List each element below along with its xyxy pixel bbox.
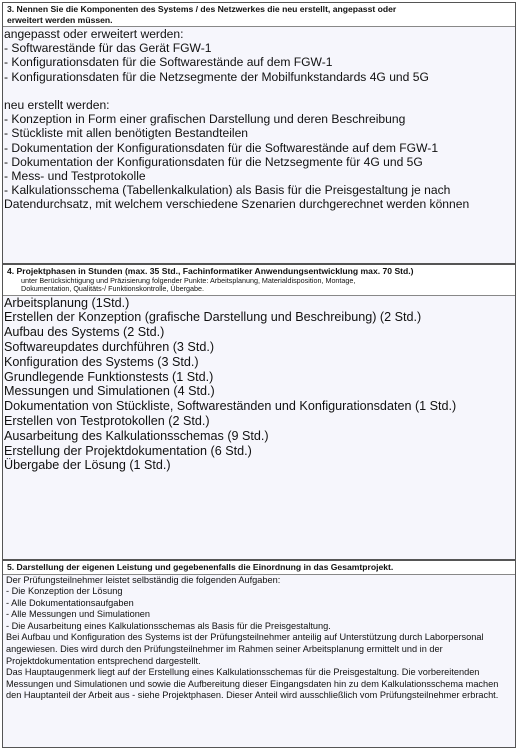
phase-item: Arbeitsplanung (1Std.): [4, 295, 130, 310]
section-3-heading: 3. Nennen Sie die Komponenten des Systems / des Netzwerkes die neu erstellt, angepasst oder erweitert werden müssen.: [3, 3, 515, 27]
section-4-title: 4. Projektphasen in Stunden (max. 35 Std., Fachinformatiker Anwendungsentwicklung max. 70 Std.): [7, 266, 414, 276]
phase-item: Dokumentation von Stückliste, Softwareständen und Konfigurationsdaten (1 Std.): [4, 399, 457, 414]
section-4-subtitle: unter Berücksichtigung und Präzisierung folgender Punkte: Arbeitsplanung, Materialdisposition, Montage, Dokumentation, Qualitäts-/ Funktionskontrolle, Übergabe.: [21, 275, 356, 294]
phase-item: Messungen und Simulationen (4 Std.): [4, 384, 215, 399]
section-3: [2, 2, 516, 264]
section-5-heading: 5. Darstellung der eigenen Leistung und gegebenenfalls die Einordnung in das Gesamtprojekt.: [3, 561, 515, 575]
phase-item: Softwareupdates durchführen (3 Std.): [4, 340, 215, 355]
section-4-heading: [3, 265, 515, 296]
section-4: [2, 264, 516, 560]
phase-item: Erstellung der Projektdokumentation (6 Std.): [4, 443, 252, 458]
section-5-body[interactable]: Der Prüfungsteilnehmer leistet selbständig die folgenden Aufgaben: - Die Konzeption der Lösung - Alle Dokumentationsaufgaben - Alle Messungen und Simulationen - Die Ausarbeitung eines Kalkulationsschemas als Basis für die Preisgestaltung. Bei Aufbau und Konfiguration des Systems ist der Prüfungsteilnehmer anteilig auf Unterstützung durch Laborpersonal angewiesen. Dies wird durch den Prüfungsteilnehmer im Rahmen seiner Arbeitsplanung ermittelt und in der Projektdokumentation entsprechend dargestellt. Das Hauptaugenmerk liegt auf der Erstellung eines Kalkulationsschemas für die Preisgestaltung. Die vorbereitenden Messungen und Simulationen und sowie die Aufbereitung dieser Eingangsdaten hin zu dem Kalkulationsschema machen den Hauptanteil der Arbeit aus - siehe Projektphasen. Dieser Anteil wird ausschließlich vom Prüfungsteilnehmer erbracht.: [6, 574, 499, 701]
phase-item: Grundlegende Funktionstests (1 Std.): [4, 369, 214, 384]
phase-list[interactable]: [3, 296, 515, 474]
section-3-body[interactable]: angepasst oder erweitert werden: - Softwarestände für das Gerät FGW-1 - Konfigurationsdaten für die Softwarestände auf dem FGW-1 - Konfigurationsdaten für die Netzsegmente der Mobilfunkstandards 4G und 5G neu erstellt werden: - Konzeption in Form einer grafischen Darstellung und deren Beschreibung - Stückliste mit allen benötigten Bestandteilen - Dokumentation der Konfigurationsdaten für die Softwarestände auf dem FGW-1 - Dokumentation der Konfigurationsdaten für die Netzsegmente für 4G und 5G - Mess- und Testprotokolle - Kalkulationsschema (Tabellenkalkulation) als Basis für die Preisgestaltung je nach Datendurchsatz, mit welchem verschiedene Szenarien durchgerechnet werden können: [4, 27, 470, 212]
phase-item: Konfiguration des Systems (3 Std.): [4, 354, 199, 369]
phase-item: Übergabe der Lösung (1 Std.): [4, 458, 171, 473]
section-5: [2, 560, 516, 748]
phase-item: Erstellen der Konzeption (grafische Darstellung und Beschreibung) (2 Std.): [4, 310, 422, 325]
phase-item: Ausarbeitung des Kalkulationsschemas (9 Std.): [4, 428, 269, 443]
phase-item: Erstellen von Testprotokollen (2 Std.): [4, 414, 210, 429]
phase-item: Aufbau des Systems (2 Std.): [4, 325, 165, 340]
